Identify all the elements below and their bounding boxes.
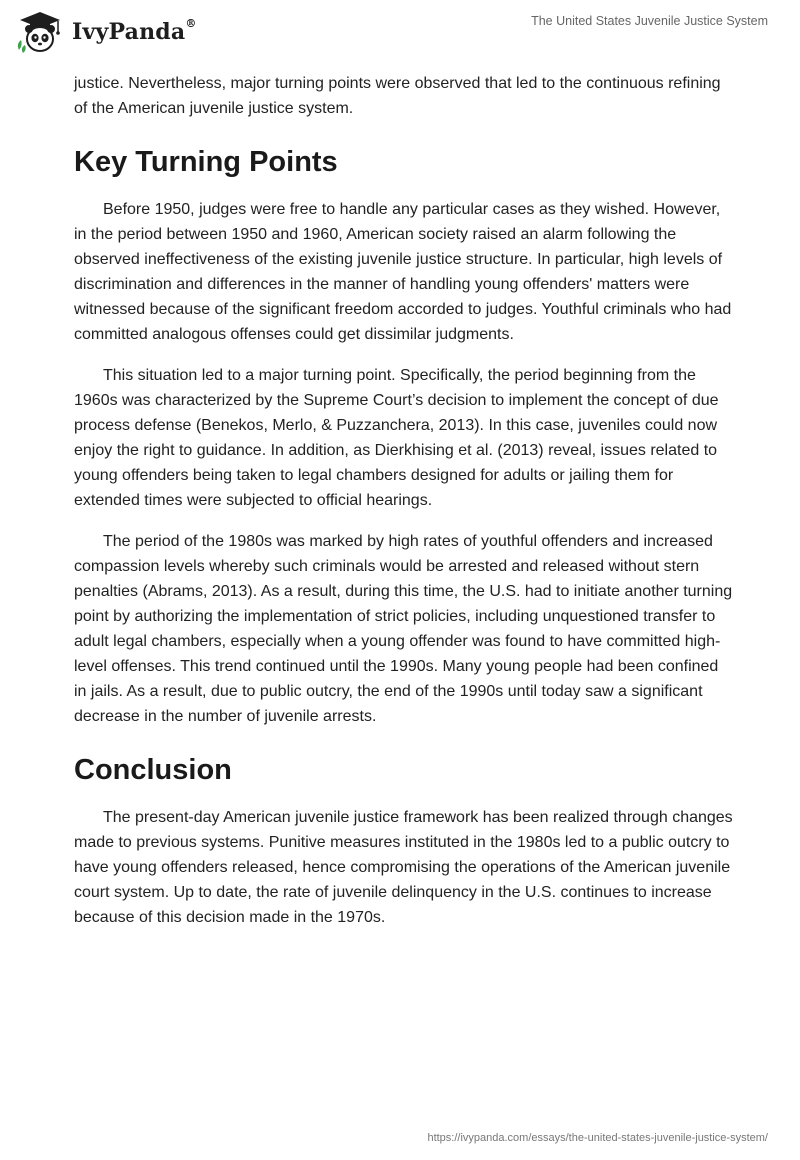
logo-wordmark: IvyPanda® bbox=[72, 17, 197, 45]
section-heading-key-turning-points: Key Turning Points bbox=[74, 146, 338, 178]
panda-logo-icon bbox=[14, 10, 66, 54]
paragraph: Before 1950, judges were free to handle any particular cases as they wished. However, in the period between 1950 and 1960, American society raised an alarm following the observed ineffectiveness of the existing juvenile justice structure. In particular, high levels of discrimination and differences in the manner of handling young offenders' matters were witnessed because of the significant freedom accorded to judges. Youthful criminals who had committed analogous offenses could get dissimilar judgments. bbox=[74, 201, 732, 343]
paragraph: The period of the 1980s was marked by high rates of youthful offenders and increased compassion levels whereby such criminals would be arrested and released without stern penalties (Abrams, 2013). As a result, during this time, the U.S. had to initiate another turning point by authorizing the implementation of strict policies, including unquestioned transfer to adult legal chambers, especially when a young offender was found to have committed high-level offenses. This trend continued until the 1990s. Many young people had been confined in jails. As a result, due to public outcry, the end of the 1990s until today saw a significant decrease in the number of juvenile arrests. bbox=[74, 533, 733, 725]
footer-source-link[interactable]: https://ivypanda.com/essays/the-united-states-juvenile-justice-system/ bbox=[427, 1132, 768, 1144]
paragraph: The present-day American juvenile justice framework has been realized through changes made to previous systems. Punitive measures instituted in the 1980s led to a public outcry to have young offenders released, hence compromising the operations of the American juvenile court system. Up to date, the rate of juvenile delinquency in the U.S. continues to increase because of this decision made in the 1970s. bbox=[74, 809, 733, 926]
page-header bbox=[0, 0, 800, 64]
essay-body bbox=[74, 71, 734, 946]
document-title: The United States Juvenile Justice System bbox=[531, 14, 768, 28]
ivypanda-logo[interactable] bbox=[14, 10, 197, 54]
section-heading-conclusion: Conclusion bbox=[74, 754, 232, 786]
paragraph: This situation led to a major turning point. Specifically, the period beginning from the 1960s was characterized by the Supreme Court’s decision to implement the concept of due process defense (Benekos, Merlo, & Puzzanchera, 2013). In this case, juveniles could now enjoy the right to guidance. In addition, as Dierkhising et al. (2013) reveal, issues related to young offenders being taken to legal chambers designed for adults or jailing them for extended times were subjected to official hearings. bbox=[74, 367, 719, 509]
intro-paragraph: justice. Nevertheless, major turning points were observed that led to the continuous refining of the American juvenile justice system. bbox=[74, 75, 721, 117]
